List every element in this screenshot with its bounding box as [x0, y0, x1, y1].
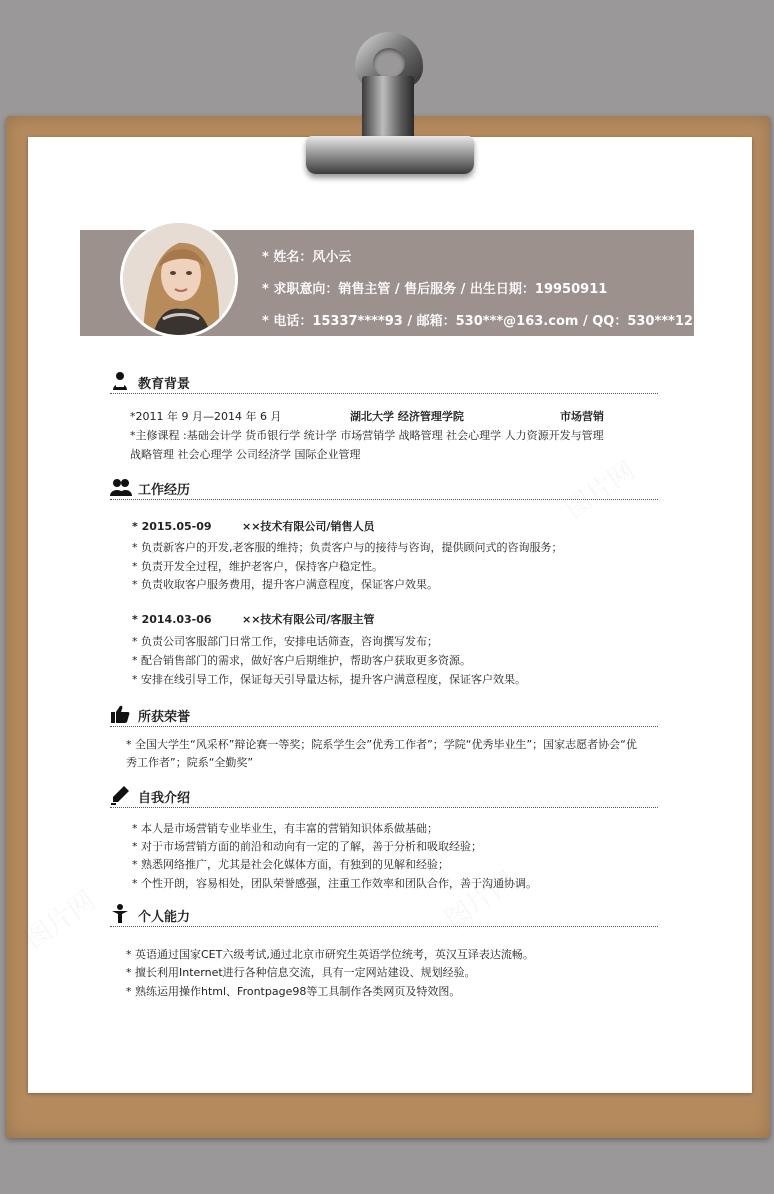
honors-text: 秀工作者”；院系“全勤奖” [126, 756, 254, 769]
job-duty: * 负责开发全过程，维护老客户，保持客户稳定性。 [132, 560, 383, 573]
skill-item: * 熟练运用操作html、Frontpage98等工具制作各类网页及特效图。 [126, 985, 461, 998]
job-date: * 2015.05-09 [132, 520, 212, 533]
profile-photo [120, 220, 238, 338]
section-education [110, 371, 658, 394]
contact-line: * 电话：15337****93 / 邮箱：530***@163.com / QQ：530***123 [262, 314, 702, 329]
job-duty: * 负责收取客户服务费用，提升客户满意程度，保证客户效果。 [132, 578, 438, 591]
section-title: 所获荣誉 [138, 710, 191, 725]
job-duty: * 配合销售部门的需求，做好客户后期维护，帮助客户获取更多资源。 [132, 654, 471, 667]
section-title: 工作经历 [138, 483, 191, 498]
skill-item: * 擅长利用Internet进行各种信息交流，具有一定网站建设、规划经验。 [126, 966, 476, 979]
section-work [110, 477, 658, 500]
edu-period: *2011 年 9 月—2014 年 6 月 [130, 410, 282, 423]
self-item: * 个性开朗，容易相处，团队荣誉感强，注重工作效率和团队合作，善于沟通协调。 [132, 877, 537, 890]
edu-major: 市场营销 [560, 410, 604, 423]
self-item: * 熟悉网络推广，尤其是社会化媒体方面，有独到的见解和经验； [132, 858, 449, 871]
self-item: * 本人是市场营销专业毕业生，有丰富的营销知识体系做基础； [132, 822, 438, 835]
section-self [110, 785, 658, 808]
job-duty: * 安排在线引导工作，保证每天引导量达标，提升客户满意程度，保证客户效果。 [132, 673, 526, 686]
people-icon [110, 477, 132, 497]
figure-icon [110, 904, 132, 924]
edu-courses: *主修课程 :基础会计学 货币银行学 统计学 市场营销学 战略管理 社会心理学 人力资源开发与管理 [130, 429, 604, 442]
honors-text: * 全国大学生“风采杯”辩论赛一等奖；院系学生会”优秀工作者”；学院“优秀毕业生”；国家志愿者协会“优 [126, 738, 637, 751]
skill-item: * 英语通过国家CET六级考试,通过北京市研究生英语学位统考，英汉互译表达流畅。 [126, 948, 534, 961]
thumbs-up-icon [110, 704, 132, 724]
section-title: 自我介绍 [138, 791, 191, 806]
binder-clip [306, 136, 474, 174]
job-duty: * 负责公司客服部门日常工作，安排电话筛查，咨询撰写发布； [132, 635, 438, 648]
job-company: ××技术有限公司/客服主管 [242, 613, 375, 626]
job-company: ××技术有限公司/销售人员 [242, 520, 375, 533]
name-line: * 姓名：风小云 [262, 250, 352, 265]
section-skills [110, 904, 658, 927]
pen-icon [110, 785, 132, 805]
edu-courses: 战略管理 社会心理学 公司经济学 国际企业管理 [130, 448, 361, 461]
job-date: * 2014.03-06 [132, 613, 212, 626]
edu-school: 湖北大学 经济管理学院 [350, 410, 464, 423]
job-duty: * 负责新客户的开发,老客服的维持；负责客户与的接待与咨询，提供顾问式的咨询服务； [132, 541, 563, 554]
person-icon [110, 371, 132, 391]
intent-line: * 求职意向：销售主管 / 售后服务 / 出生日期：19950911 [262, 282, 608, 297]
section-honors [110, 704, 658, 727]
self-item: * 对于市场营销方面的前沿和动向有一定的了解，善于分析和吸取经验； [132, 840, 482, 853]
section-title: 个人能力 [138, 910, 191, 925]
section-title: 教育背景 [138, 377, 191, 392]
